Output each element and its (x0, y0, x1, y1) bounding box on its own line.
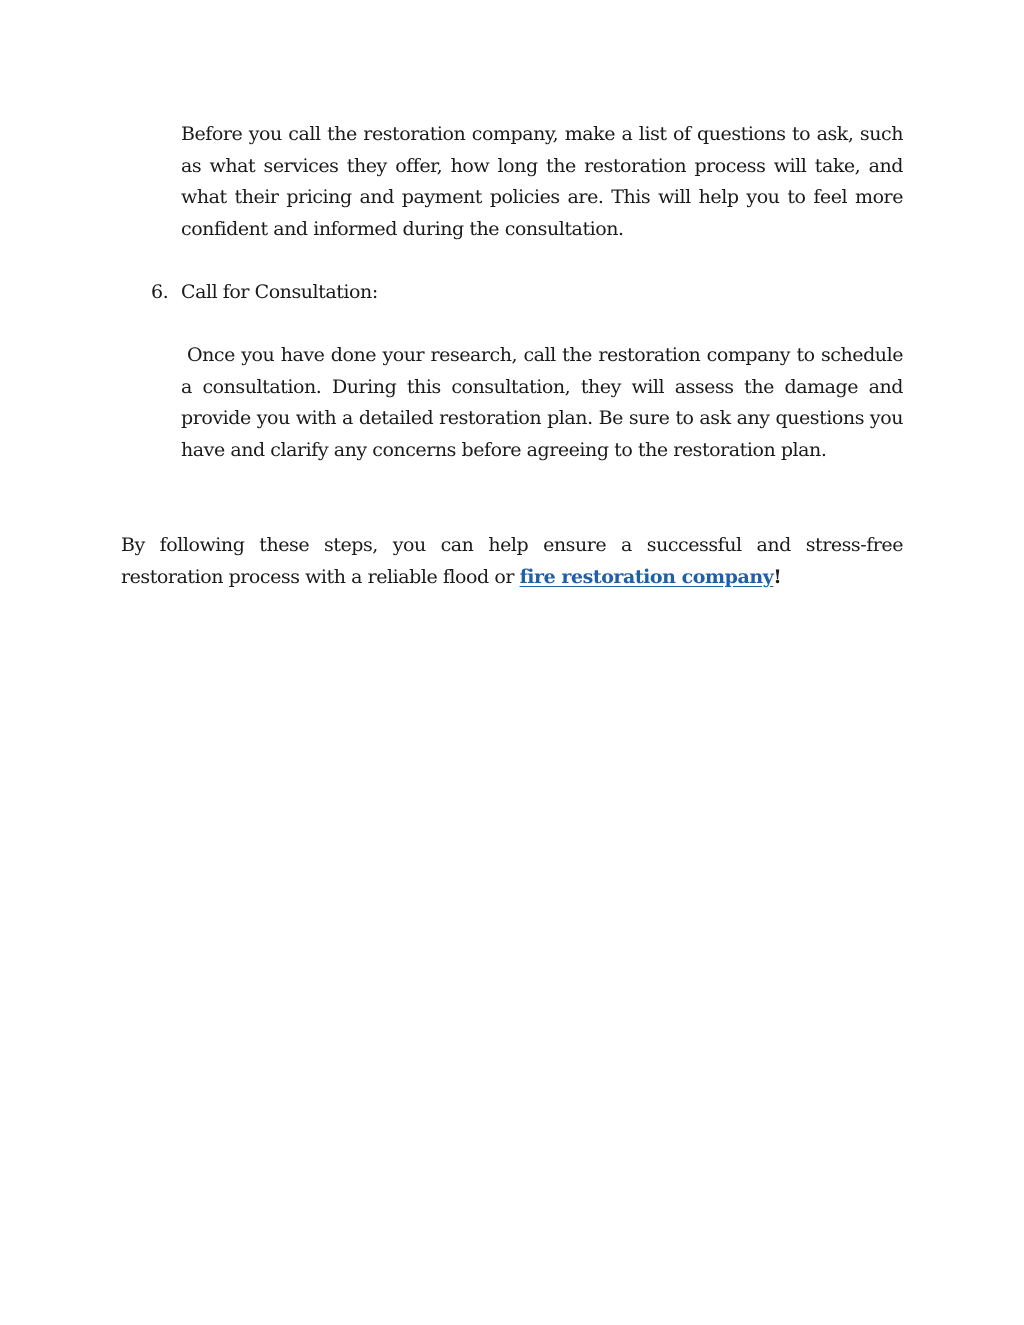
conclusion-paragraph (121, 530, 903, 593)
questions-paragraph: Before you call the restoration company, make a list of questions to ask, such as what services they offer, how long the restoration process will take, and what their pricing and payment policies are. This will help you to feel more confident and informed during the consultation. (181, 123, 903, 240)
fire-restoration-company-link[interactable]: fire restoration company (519, 565, 774, 588)
list-item-title: Call for Consultation: (181, 281, 378, 303)
list-number: 6. (151, 281, 169, 303)
consultation-paragraph: Once you have done your research, call the restoration company to schedule a consultation. During this consultation, they will assess the damage and provide you with a detailed restoration plan. Be sure to ask any questions you have and clarify any concerns before agreeing to the restoration plan. (181, 344, 903, 461)
conclusion-text: By following these steps, you can help ensure a successful and stress-free restoration process with a reliable flood or (121, 534, 903, 588)
list-item-call-for-consultation (151, 277, 911, 309)
conclusion-exclamation: ! (773, 565, 782, 588)
